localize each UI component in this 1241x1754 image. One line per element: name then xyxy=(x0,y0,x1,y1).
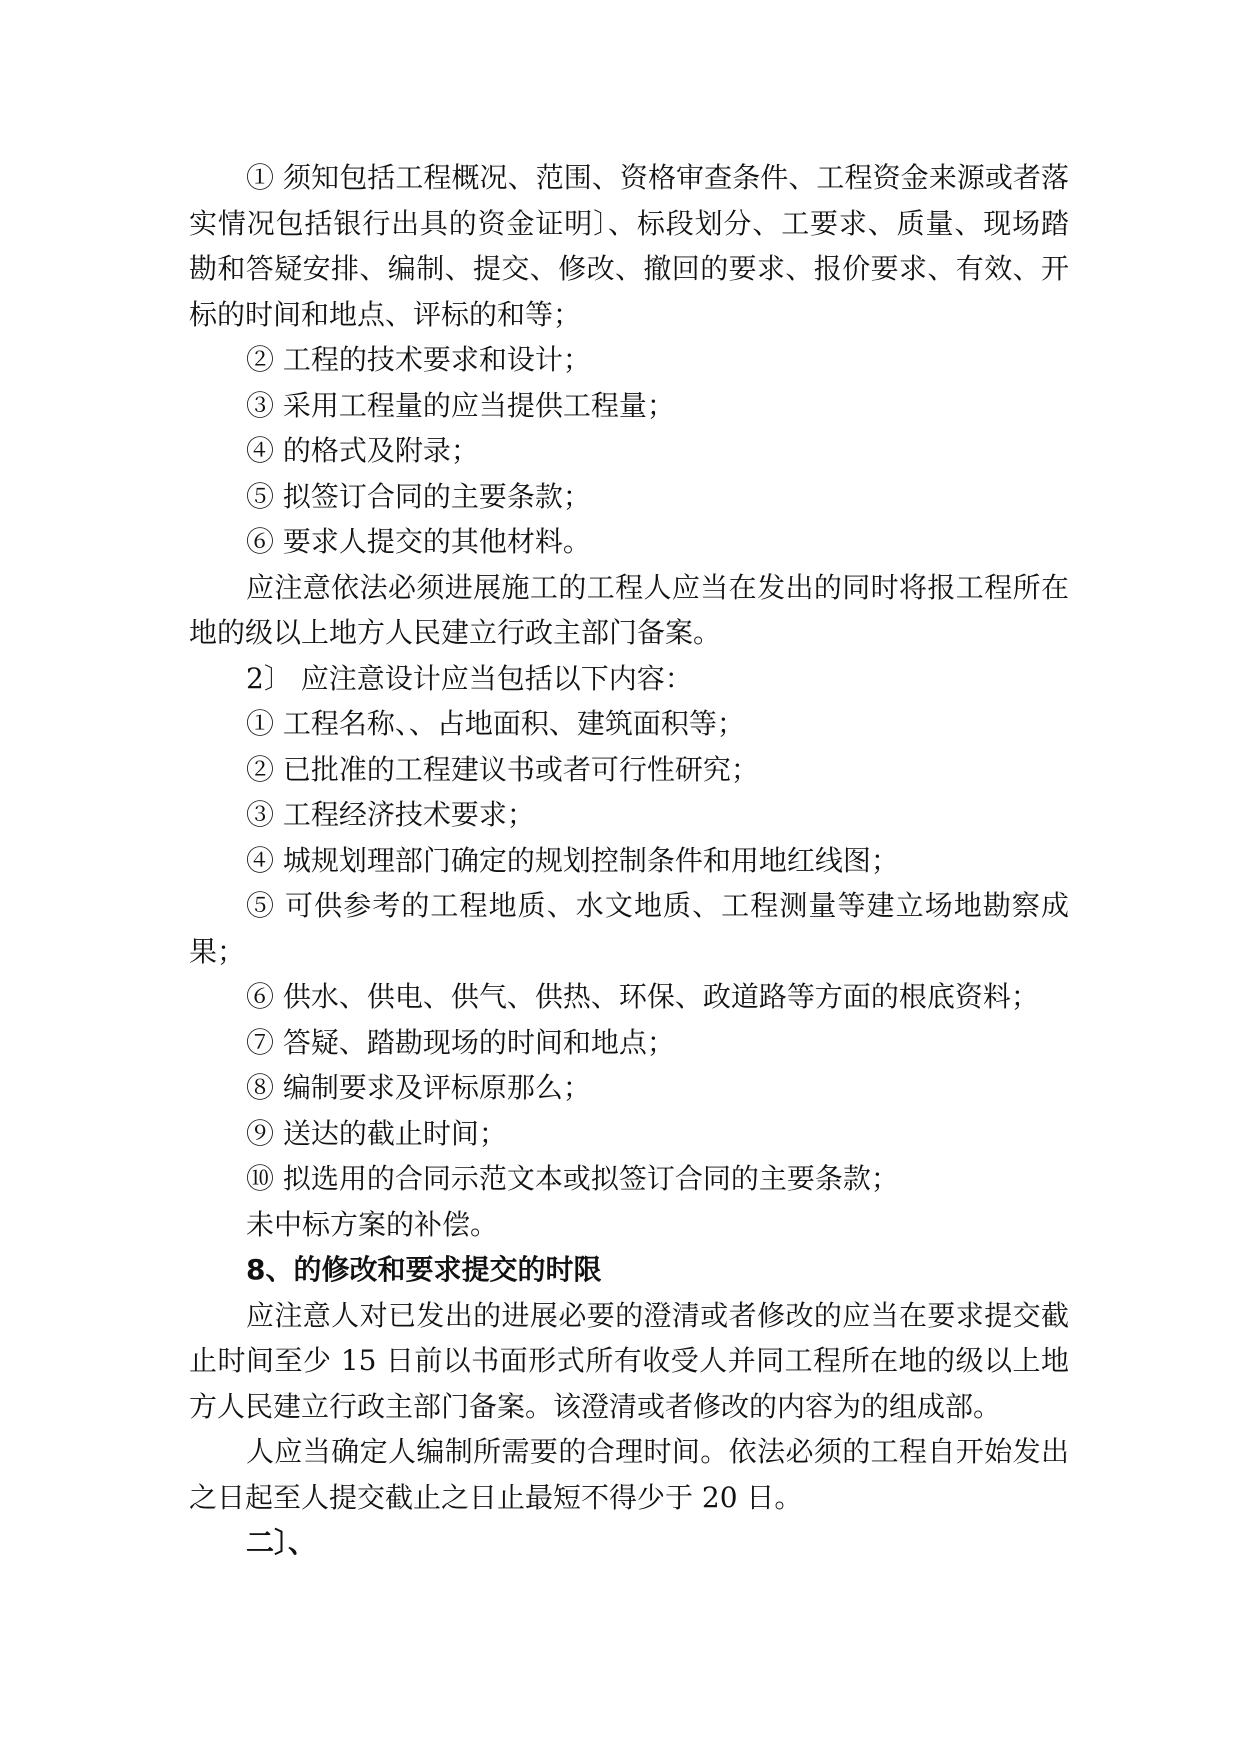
paragraph-18: ⑩ 拟选用的合同示范文本或拟签订合同的主要条款； xyxy=(246,1162,899,1195)
paragraph-22: 人应当确定人编制所需要的合理时间。依法必须的工程自开始发出之日起至人提交截止之日止最短不得少于 20 日。 xyxy=(189,1435,1069,1514)
paragraph-3: ③ 采用工程量的应当提供工程量； xyxy=(246,388,675,422)
section-heading-2: 二〕、 xyxy=(246,1526,317,1559)
paragraph-11: ③ 工程经济技术要求； xyxy=(246,798,535,831)
paragraph-12: ④ 城规划理部门确定的规划控制条件和用地红线图； xyxy=(246,843,899,877)
paragraph-14: ⑥ 供水、供电、供气、供热、环保、政道路等方面的根底资料； xyxy=(246,980,1039,1013)
paragraph-13: ⑤ 可供参考的工程地质、水文地质、工程测量等建立场地勘察成果； xyxy=(189,889,1069,968)
paragraph-9: ① 工程名称、、占地面积、建筑面积等； xyxy=(246,707,745,740)
paragraph-4: ④ 的格式及附录； xyxy=(246,434,479,467)
paragraph-15: ⑦ 答疑、踏勘现场的时间和地点； xyxy=(246,1025,675,1059)
section-heading-8: 8、的修改和要求提交的时限 xyxy=(246,1253,602,1286)
paragraph-2: ② 工程的技术要求和设计； xyxy=(246,343,591,376)
paragraph-16: ⑧ 编制要求及评标原那么； xyxy=(246,1071,591,1104)
paragraph-5: ⑤ 拟签订合同的主要条款； xyxy=(246,479,591,513)
paragraph-21: 应注意人对已发出的进展必要的澄清或者修改的应当在要求提交截止时间至少 15 日前以书面形式所有收受人并同工程所在地的级以上地方人民建立行政主部门备案。该澄清或者修改的内容为的组成部。 xyxy=(189,1298,1069,1423)
document-body xyxy=(189,155,1069,1566)
paragraph-7: 应注意依法必须进展施工的工程人应当在发出的同时将报工程所在地的级以上地方人民建立行政主部门备案。 xyxy=(189,570,1069,649)
paragraph-6: ⑥ 要求人提交的其他材料。 xyxy=(246,525,591,558)
paragraph-1: ① 须知包括工程概况、范围、资格审查条件、工程资金来源或者落实情况包括银行出具的资金证明〕、标段划分、工要求、质量、现场踏勘和答疑安排、编制、提交、修改、撤回的要求、报价要求、有效、开标的时间和地点、评标的和等； xyxy=(189,161,1069,331)
paragraph-17: ⑨ 送达的截止时间； xyxy=(246,1116,507,1150)
paragraph-10: ② 已批准的工程建议书或者可行性研究； xyxy=(246,752,759,786)
paragraph-19: 未中标方案的补偿。 xyxy=(246,1207,499,1241)
paragraph-8: 2〕 应注意设计应当包括以下内容： xyxy=(246,661,693,695)
